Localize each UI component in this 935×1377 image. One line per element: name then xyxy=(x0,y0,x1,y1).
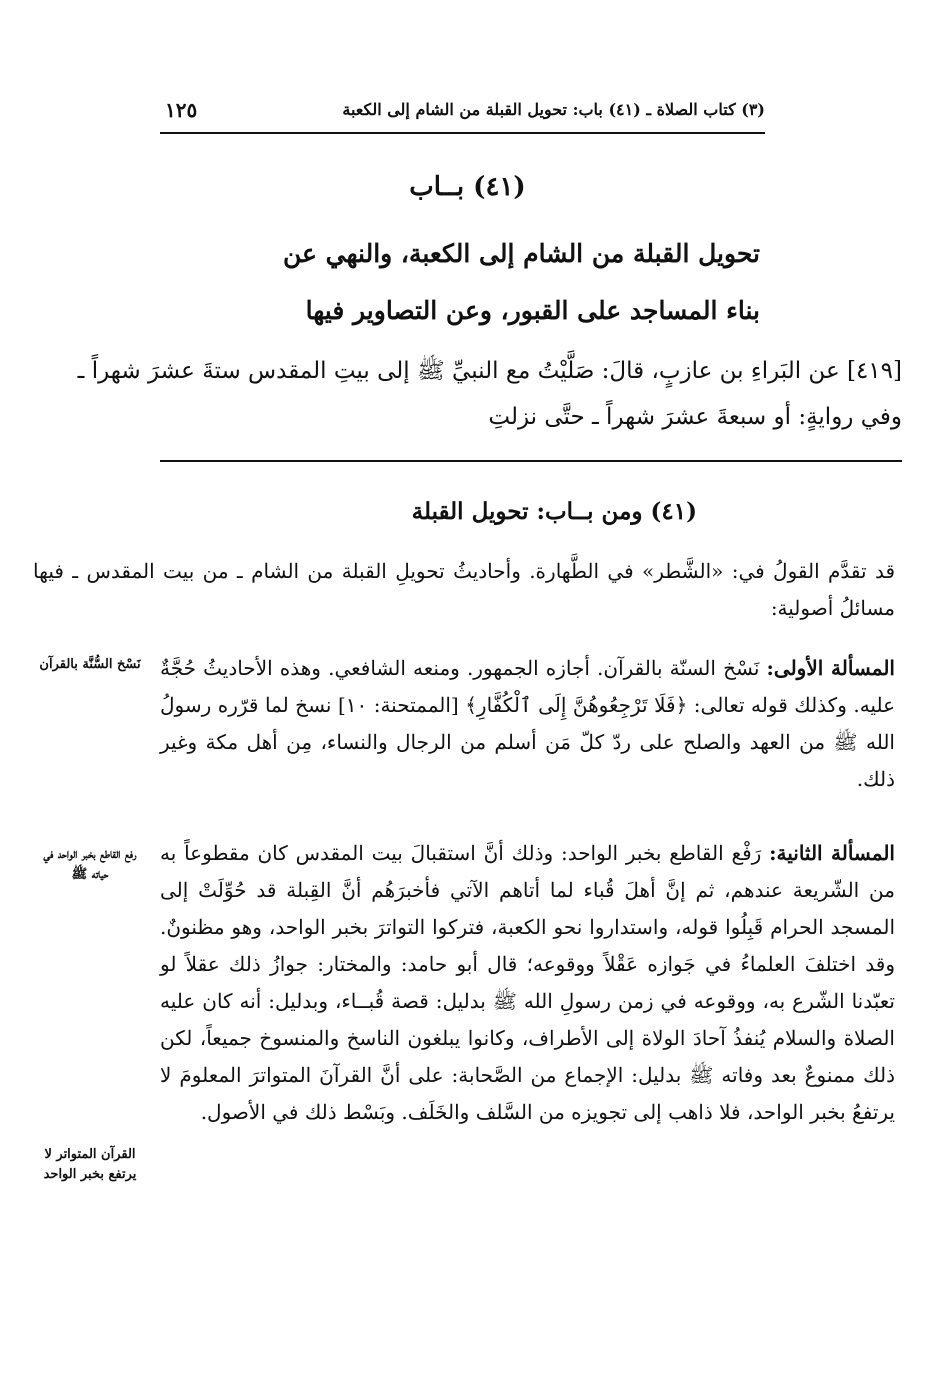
commentary-intro: قد تقدَّم القولُ في: «الشَّطر» في الطَّهارة. وأحاديثُ تحويلِ القبلة من الشام ـ من بيت المقدس ـ فيها مسائلُ أصولية: xyxy=(33,559,895,620)
commentary-heading: (٤١) ومن بــاب: تحويل القبلة xyxy=(411,498,697,525)
first-issue-paragraph xyxy=(160,650,895,798)
margin-note: رفع القاطع بخبر الواحد في حياته ﷺ xyxy=(43,847,137,882)
chapter-title xyxy=(140,225,760,339)
first-issue-label: المسألة الأولى: xyxy=(766,656,895,680)
text-divider xyxy=(160,460,902,462)
first-issue-text: نَسْخ السنّة بالقرآن. أجازه الجمهور. ومنعه الشافعي. وهذه الأحاديثُ حُجَّةٌ عليه. وكذلك قوله تعالى: ﴿فَلَا تَرْجِعُوهُنَّ إِلَى ٱلْكُفَّارِ﴾ [الممتحنة: ١٠] نسخ لما قرّره رسولُ الله ﷺ من العهد والصلح على ردّ كلّ مَن أسلم من الرجال والنساء، مِن أهل مكة وغير ذلك. xyxy=(160,656,896,791)
running-head: (٣) كتاب الصلاة ـ (٤١) باب: تحويل القبلة من الشام إلى الكعبة xyxy=(342,100,765,119)
margin-note: القرآن المتواتر لا يرتفع بخبر الواحد xyxy=(43,1147,137,1182)
margin-note: نَسْخ السُّنَّة بالقرآن xyxy=(39,657,141,672)
hadith-text: [٤١٩] عن البَراءِ بن عازبٍ، قالَ: صَلَّيْتُ مع النبيِّ ﷺ إلى بيتِ المقدس ستةَ عشرَ شهراً ـ وفي روايةٍ: أو سبعةَ عشرَ شهراً ـ حتَّى نزلتِ xyxy=(77,358,902,430)
page-number: ١٢٥ xyxy=(165,98,198,122)
chapter-title-line-2: بناء المساجد على القبور، وعن التصاوير فيها xyxy=(305,296,760,325)
chapter-title-line-1: تحويل القبلة من الشام إلى الكعبة، والنهي عن xyxy=(283,239,760,268)
second-issue-paragraph xyxy=(160,835,895,1131)
header-divider xyxy=(160,132,765,134)
second-issue-text: رَفْع القاطع بخبر الواحد: وذلك أنَّ استقبالَ بيت المقدس كان مقطوعاً به من الشّريعة عندهم، ثم إنَّ أهلَ قُباء لما أتاهم الآتي فأخبرَهُم أنَّ القِبلة قد حُوِّلَتْ إلى المسجد الحرام قَبِلُوا قوله، واستداروا نحو الكعبة، فتركوا التواترَ بخبر الواحد، وهو مظنونٌ. وقد اختلفَ العلماءُ في جَوازه عَقْلاً ووقوعه؛ قال أبو حامد: والمختار: جوازُ ذلك عقلاً لو تعبّدنا الشّرع به، ووقوعه في زمن رسولِ الله ﷺ بدليل: قصة قُبــاء، وبدليل: أنه كان عليه الصلاة والسلام يُنفذُ آحادَ الولاة إلى الأطراف، وكانوا يبلغون الناسخ والمنسوخ جميعاً، لكن ذلك ممنوعٌ بعد وفاته ﷺ بدليل: الإجماع من الصَّحابة: على أنَّ القرآنَ المتواترَ المعلومَ لا يرتفعُ بخبر الواحد، فلا ذاهب إلى تجويزه من السَّلف والخَلَف. وبَسْط ذلك في الأصول. xyxy=(160,841,895,1124)
page-header xyxy=(160,98,765,130)
second-issue-label: المسألة الثانية: xyxy=(769,841,895,865)
chapter-heading: (٤١) بــاب xyxy=(409,172,526,202)
